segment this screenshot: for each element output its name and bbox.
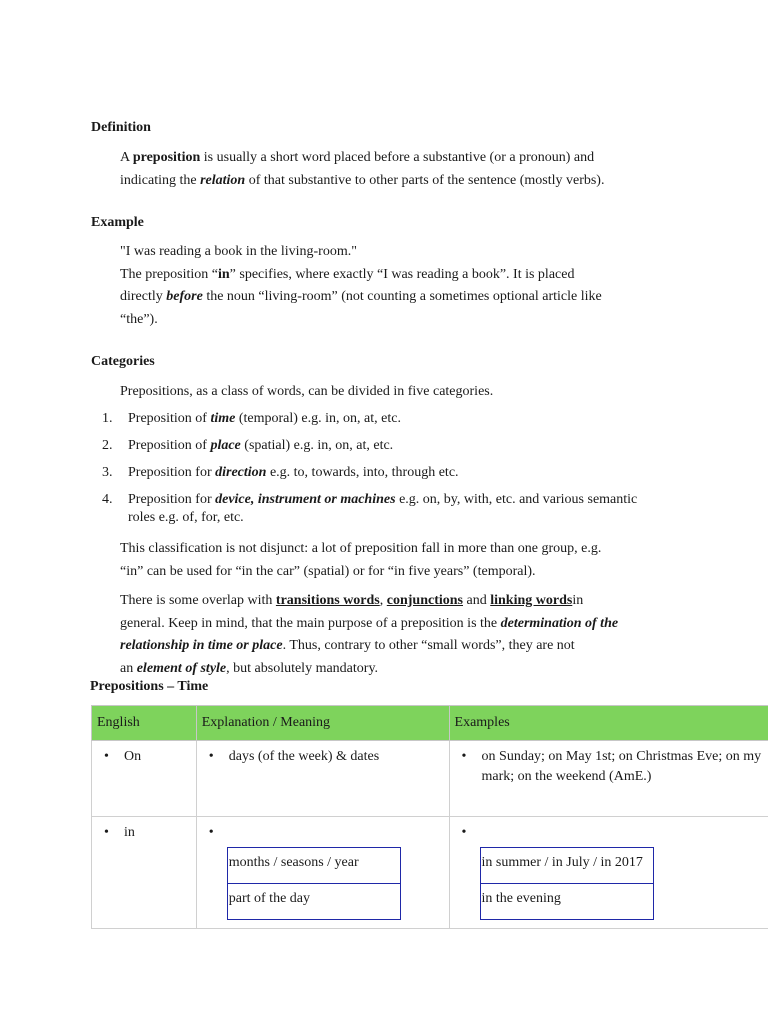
table-row [92,741,768,817]
prepositions-time-table [91,705,768,929]
link-conjunctions[interactable]: conjunctions [386,593,463,608]
categories-heading: Categories [91,354,155,369]
nested-examples-table [480,847,654,920]
text: “the”). [120,311,158,327]
nested-meaning-table [227,847,401,920]
list-item [102,410,702,437]
example-paragraph [120,241,680,331]
text: and [463,593,491,608]
text: , but absolutely mandatory. [226,660,379,676]
table-cell [196,741,449,817]
text: A [120,150,133,165]
table-header-row [92,706,768,741]
text: Preposition for [128,492,216,507]
text: an [120,660,137,676]
table-cell [92,817,197,929]
text: This classification is not disjunct: a lot of preposition fall in more than one group, e.g. [120,541,602,556]
categories-intro: Prepositions, as a class of words, can be divided in five categories. [120,384,494,399]
example-quote: "I was reading a book in the living-room." [120,244,357,259]
emphasis-term: time [210,411,236,426]
nested-cell: months / seasons / year [228,855,359,870]
text: of that substantive to other parts of the sentence (mostly verbs). [245,172,605,188]
text: general. Keep in mind, that the main purpose of a preposition is the [120,615,501,631]
bullet-item [203,823,443,843]
table-cell [449,817,768,929]
emphasis-term: direction [215,465,267,480]
table-cell [92,741,197,817]
link-linking-words[interactable]: linking words [490,593,573,608]
text: Preposition of [128,438,211,453]
list-number: 4. [102,492,113,507]
bullet-item: • in [98,823,190,843]
emphasis-term: device, instrument or machines [215,492,396,507]
nested-cell: in summer / in July / in 2017 [481,855,643,870]
nested-cell: part of the day [228,883,400,919]
example-heading: Example [91,215,144,230]
classification-paragraph [120,538,680,583]
list-item [102,437,702,464]
text: Preposition for [128,465,216,480]
emphasis-term: relationship in time or place [120,638,283,653]
categories-list [102,410,702,527]
emphasis-term: place [210,438,241,453]
text: e.g. on, by, with, etc. and various semantic [395,492,638,507]
list-number: 1. [102,411,113,426]
table-row [92,817,768,929]
text: There is some overlap with [120,593,276,608]
column-header-examples: Examples [449,706,768,741]
emphasis-term: before [166,289,203,304]
text: in [572,593,584,608]
emphasis-term: element of style [136,660,227,676]
text: (temporal) e.g. in, on, at, etc. [235,411,401,426]
text: e.g. to, towards, into, through etc. [266,465,459,480]
bullet-item: • On [98,747,190,767]
text: “in” can be used for “in the car” (spatial) or for “in five years” (temporal). [120,563,536,579]
text: (spatial) e.g. in, on, at, etc. [240,438,394,453]
nested-cell: in the evening [481,883,653,919]
list-item [102,491,702,527]
bullet-item: • days (of the week) & dates [203,747,443,767]
definition-heading: Definition [91,120,151,135]
text: ” specifies, where exactly “I was reading a book”. It is placed [229,266,575,282]
column-header-english: English [92,706,197,741]
overlap-paragraph [120,590,680,680]
bold-term: in [217,266,230,282]
column-header-meaning: Explanation / Meaning [196,706,449,741]
text: . Thus, contrary to other “small words”, they are not [282,638,575,653]
list-number: 3. [102,465,113,480]
list-number: 2. [102,438,113,453]
bold-term: preposition [132,150,201,165]
emphasis-term: determination of the [500,615,619,631]
text: is usually a short word placed before a substantive (or a pronoun) and [200,150,595,165]
bullet-item: • on Sunday; on May 1st; on Christmas Eve; on my mark; on the weekend (AmE.) [456,747,768,787]
table-cell [196,817,449,929]
time-section-heading: Prepositions – Time [90,679,209,694]
text: directly [120,289,167,304]
text: the noun “living-room” (not counting a sometimes optional article like [202,289,602,304]
text: , [379,593,387,608]
emphasis-term: relation [200,172,246,188]
bullet-item [456,823,768,843]
text: roles e.g. of, for, etc. [128,510,244,525]
text: indicating the [120,172,201,188]
list-item [102,464,702,491]
link-transitions-words[interactable]: transitions words [275,593,380,608]
text: The preposition “ [120,266,218,282]
text: Preposition of [128,411,211,426]
definition-paragraph [120,147,680,192]
table-cell [449,741,768,817]
